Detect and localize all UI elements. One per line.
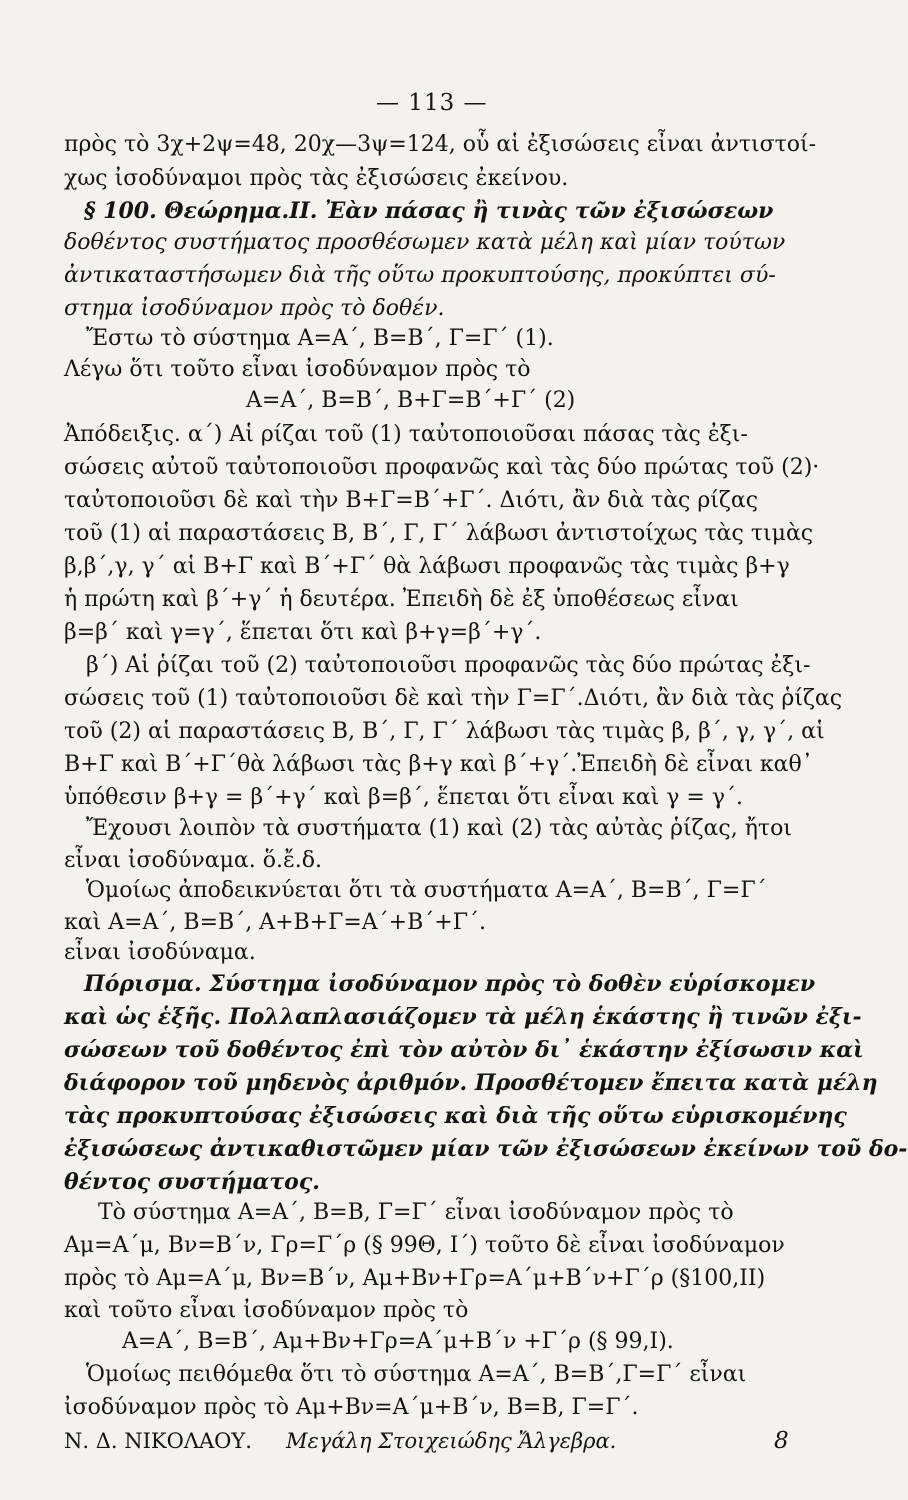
example-line-6: Ὁμοίως πειθόμεθα ὅτι τὸ σύστημα Α=Α΄, Β=Β΄,Γ=Γ΄ εἶναι xyxy=(86,1362,747,1387)
page-number: — 113 — xyxy=(376,90,488,116)
text-line-1: πρὸς τὸ 3χ+2ψ=48, 20χ—3ψ=124, οὗ αἱ ἐξισώσεις εἶναι ἀντιστοί- xyxy=(64,132,817,157)
conclusion-line-2: εἶναι ἰσοδύναμα. ὅ.ἔ.δ. xyxy=(64,848,323,873)
similar-line-1: Ὁμοίως ἀποδεικνύεται ὅτι τὰ συστήματα Α=Α΄, Β=Β΄, Γ=Γ΄ xyxy=(86,878,767,903)
corollary-line-6: ἐξισώσεως ἀντικαθιστῶμεν μίαν τῶν ἐξισώσεων ἐκείνων τοῦ δο- xyxy=(64,1136,908,1162)
footer-title: Μεγάλη Στοιχειώδης Ἄλγεβρα. xyxy=(286,1429,617,1453)
corollary-line-5: τὰς προκυπτούσας ἐξισώσεις καὶ διὰ τῆς οὕτω εὑρισκομένης xyxy=(64,1103,847,1129)
similar-line-2: καὶ Α=Α΄, Β=Β΄, Α+Β+Γ=Α΄+Β΄+Γ΄. xyxy=(64,910,486,935)
example-line-2: Αμ=Α΄μ, Βν=Β΄ν, Γρ=Γ΄ρ (§ 99Θ, Ι΄) τοῦτο δὲ εἶναι ἰσοδύναμον xyxy=(64,1233,785,1258)
proof-line-7: β=β΄ καὶ γ=γ΄, ἕπεται ὅτι καὶ β+γ=β΄+γ΄. xyxy=(64,620,542,645)
footer-sheet-number: 8 xyxy=(774,1428,789,1454)
proof-line-1: Ἀπόδειξις. α΄) Αἱ ρίζαι τοῦ (1) ταὐτοποιοῦσαι πάσας τὰς ἐξι- xyxy=(64,422,748,447)
corollary-line-2: καὶ ὡς ἑξῆς. Πολλαπλασιάζομεν τὰ μέλη ἑκάστης ἢ τινῶν ἐξι- xyxy=(64,1004,862,1030)
example-line-4: καὶ τοῦτο εἶναι ἰσοδύναμον πρὸς τὸ xyxy=(64,1298,469,1323)
corollary-line-3: σώσεων τοῦ δοθέντος ἐπὶ τὸν αὐτὸν δι᾽ ἑκάστην ἐξίσωσιν καὶ xyxy=(64,1037,864,1063)
proof-line-3: ταὐτοποιοῦσι δὲ καὶ τὴν Β+Γ=Β΄+Γ΄. Διότι, ἂν διὰ τὰς ρίζας xyxy=(64,488,759,513)
proof-line-6: ἡ πρώτη καὶ β΄+γ΄ ἡ δευτέρα. Ἐπειδὴ δὲ ἐξ ὑποθέσεως εἶναι xyxy=(64,587,739,612)
proof-line-5: β,β΄,γ, γ΄ αἱ Β+Γ καὶ Β΄+Γ΄ θὰ λάβωσι προφανῶς τὰς τιμὰς β+γ xyxy=(64,554,790,579)
proof-b-line-3: τοῦ (2) αἱ παραστάσεις Β, Β΄, Γ, Γ΄ λάβωσι τὰς τιμὰς β, β΄, γ, γ΄, αἱ xyxy=(64,719,825,744)
proof-line-2: σώσεις αὐτοῦ ταὐτοποιοῦσι προφανῶς καὶ τὰς δύο πρώτας τοῦ (2)· xyxy=(64,455,820,480)
corollary-heading: Πόρισμα. Σύστημα ἰσοδύναμον πρὸς τὸ δοθὲν εὑρίσκομεν xyxy=(84,971,816,997)
example-line-7: ἰσοδύναμον πρὸς τὸ Αμ+Βν=Α΄μ+Β΄ν, Β=Β, Γ=Γ΄. xyxy=(64,1395,639,1420)
let-system-line: Ἔστω τὸ σύστημα Α=Α΄, Β=Β΄, Γ=Γ΄ (1). xyxy=(86,326,554,351)
footer-author: Ν. Δ. ΝΙΚΟΛΑΟΥ. xyxy=(64,1429,252,1453)
corollary-line-4: διάφορον τοῦ μηδενὸς ἀριθμόν. Προσθέτομεν ἔπειτα κατὰ μέλη xyxy=(64,1070,878,1096)
theorem-line-4: στημα ἰσοδύναμον πρὸς τὸ δοθέν. xyxy=(64,296,445,321)
example-line-1: Τὸ σύστημα Α=Α΄, Β=Β, Γ=Γ΄ εἶναι ἰσοδύναμον πρὸς τὸ xyxy=(98,1200,734,1225)
theorem-line-3: ἀντικαταστήσωμεν διὰ τῆς οὕτω προκυπτούσης, προκύπτει σύ- xyxy=(64,263,776,288)
similar-line-3: εἶναι ἰσοδύναμα. xyxy=(64,940,256,965)
claim-line: Λέγω ὅτι τοῦτο εἶναι ἰσοδύναμον πρὸς τὸ xyxy=(64,357,531,382)
system-2-line: Α=Α΄, Β=Β΄, Β+Γ=Β΄+Γ΄ (2) xyxy=(246,388,576,413)
proof-b-line-5: ὑπόθεσιν β+γ = β΄+γ΄ καὶ β=β΄, ἕπεται ὅτι εἶναι καὶ γ = γ΄. xyxy=(64,785,743,810)
corollary-line-7: θέντος συστήματος. xyxy=(64,1169,320,1195)
theorem-heading: § 100. Θεώρημα.ΙΙ. Ἐὰν πάσας ἢ τινὰς τῶν ἐξισώσεων xyxy=(84,198,774,224)
proof-b-line-2: σώσεις τοῦ (1) ταὐτοποιοῦσι δὲ καὶ τὴν Γ=Γ΄.Διότι, ἂν διὰ τὰς ῥίζας xyxy=(64,686,843,711)
proof-b-line-4: Β+Γ καὶ Β΄+Γ΄θὰ λάβωσι τὰς β+γ καὶ β΄+γ΄.Ἐπειδὴ δὲ εἶναι καθ᾽ xyxy=(64,752,813,777)
proof-line-4: τοῦ (1) αἱ παραστάσεις Β, Β΄, Γ, Γ΄ λάβωσι ἀντιστοίχως τὰς τιμὰς xyxy=(64,521,814,546)
conclusion-line-1: Ἔχουσι λοιπὸν τὰ συστήματα (1) καὶ (2) τὰς αὐτὰς ῥίζας, ἤτοι xyxy=(86,816,792,841)
text-line-2: χως ἰσοδύναμοι πρὸς τὰς ἐξισώσεις ἐκείνου. xyxy=(64,166,569,191)
example-line-3: πρὸς τὸ Αμ=Α΄μ, Βν=Β΄ν, Αμ+Βν+Γρ=Α΄μ+Β΄ν+Γ΄ρ (§100,ΙΙ) xyxy=(64,1266,766,1291)
theorem-line-2: δοθέντος συστήματος προσθέσωμεν κατὰ μέλη καὶ μίαν τούτων xyxy=(64,230,786,255)
example-line-5: Α=Α΄, Β=Β΄, Αμ+Βν+Γρ=Α΄μ+Β΄ν +Γ΄ρ (§ 99,Ι). xyxy=(122,1329,674,1354)
proof-b-line-1: β΄) Αἱ ῥίζαι τοῦ (2) ταὐτοποιοῦσι προφανῶς τὰς δύο πρώτας ἐξι- xyxy=(86,653,811,678)
